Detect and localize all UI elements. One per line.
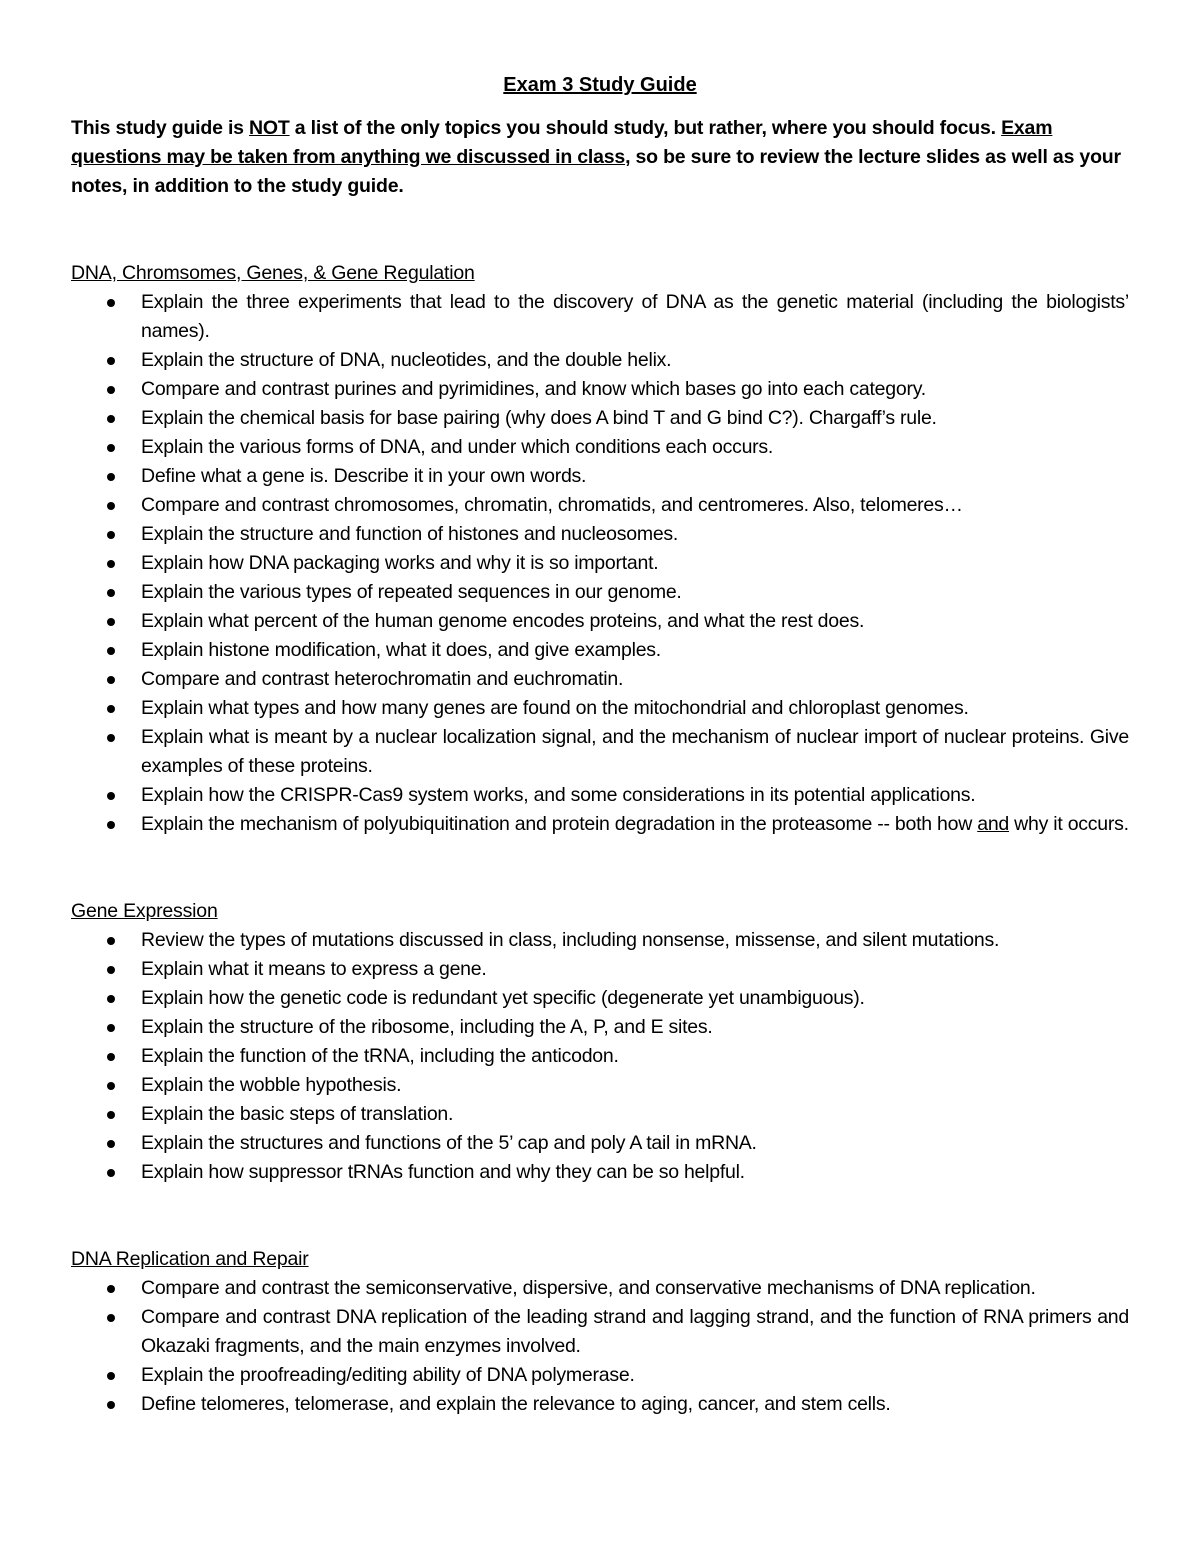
list-item-text: Explain what it means to express a gene. xyxy=(141,958,487,980)
bullet-icon xyxy=(107,444,115,452)
bullet-list xyxy=(71,926,1129,1187)
bullet-icon xyxy=(107,386,115,394)
list-item xyxy=(71,375,1129,404)
list-item-text: Explain what is meant by a nuclear localization signal, and the mechanism of nuclear import of nuclear proteins. Give examples of these proteins. xyxy=(141,726,1129,777)
list-item-text: Explain how DNA packaging works and why it is so important. xyxy=(141,552,659,574)
list-item-text: Compare and contrast heterochromatin and euchromatin. xyxy=(141,668,624,690)
bullet-icon xyxy=(107,1111,115,1119)
list-item xyxy=(71,404,1129,433)
list-item xyxy=(71,1361,1129,1390)
list-item xyxy=(71,1013,1129,1042)
bullet-icon xyxy=(107,1314,115,1322)
list-item xyxy=(71,723,1129,781)
document-title: Exam 3 Study Guide xyxy=(503,74,697,96)
list-item-underlined-text: and xyxy=(977,813,1010,835)
list-item-text: Explain the proofreading/editing ability of DNA polymerase. xyxy=(141,1364,635,1386)
bullet-icon xyxy=(107,1169,115,1177)
bullet-icon xyxy=(107,589,115,597)
list-item-text: Explain the three experiments that lead to the discovery of DNA as the genetic material (including the biologists’ names). xyxy=(141,291,1129,342)
bullet-icon xyxy=(107,937,115,945)
bullet-icon xyxy=(107,734,115,742)
list-item-text: Explain the wobble hypothesis. xyxy=(141,1074,402,1096)
section-dna-replication xyxy=(71,1245,1129,1419)
list-item-text: Explain how suppressor tRNAs function and why they can be so helpful. xyxy=(141,1161,745,1183)
list-item-text: Compare and contrast DNA replication of the leading strand and lagging strand, and the function of RNA primers and Okazaki fragments, and the main enzymes involved. xyxy=(141,1306,1129,1357)
list-item xyxy=(71,549,1129,578)
list-item xyxy=(71,520,1129,549)
bullet-icon xyxy=(107,821,115,829)
bullet-icon xyxy=(107,1082,115,1090)
bullet-icon xyxy=(107,647,115,655)
section-gene-expression xyxy=(71,897,1129,1187)
intro-not-emphasis: NOT xyxy=(249,117,290,139)
list-item xyxy=(71,1129,1129,1158)
list-item xyxy=(71,578,1129,607)
bullet-icon xyxy=(107,705,115,713)
list-item-text: Explain how the genetic code is redundant yet specific (degenerate yet unambiguous). xyxy=(141,987,865,1009)
list-item-text: Compare and contrast chromosomes, chromatin, chromatids, and centromeres. Also, telomeres… xyxy=(141,494,963,516)
document-page xyxy=(71,70,1129,1419)
list-item xyxy=(71,1042,1129,1071)
list-item xyxy=(71,1100,1129,1129)
list-item xyxy=(71,781,1129,810)
list-item xyxy=(71,346,1129,375)
bullet-icon xyxy=(107,1372,115,1380)
intro-underlined-statement: Exam questions may be taken from anything we discussed in class xyxy=(71,117,1053,168)
bullet-list xyxy=(71,1274,1129,1419)
section-heading: Gene Expression xyxy=(71,900,218,922)
bullet-icon xyxy=(107,531,115,539)
list-item xyxy=(71,1158,1129,1187)
bullet-icon xyxy=(107,299,115,307)
list-item-text: Explain the chemical basis for base pairing (why does A bind T and G bind C?). Chargaff’s rule. xyxy=(141,407,937,429)
list-item xyxy=(71,1274,1129,1303)
bullet-icon xyxy=(107,1140,115,1148)
list-item-text: Explain what types and how many genes are found on the mitochondrial and chloroplast genomes. xyxy=(141,697,969,719)
bullet-icon xyxy=(107,473,115,481)
list-item-text: Explain the mechanism of polyubiquitination and protein degradation in the proteasome -- both how xyxy=(141,813,978,835)
intro-paragraph xyxy=(71,114,1129,201)
list-item-text: why it occurs. xyxy=(1009,813,1129,835)
list-item-text: Explain how the CRISPR-Cas9 system works, and some considerations in its potential applications. xyxy=(141,784,976,806)
list-item xyxy=(71,491,1129,520)
section-dna-chromosomes xyxy=(71,259,1129,839)
list-item-text: Explain the basic steps of translation. xyxy=(141,1103,454,1125)
bullet-icon xyxy=(107,1053,115,1061)
list-item-text: Explain the structure and function of histones and nucleosomes. xyxy=(141,523,679,545)
bullet-icon xyxy=(107,1024,115,1032)
list-item xyxy=(71,462,1129,491)
bullet-icon xyxy=(107,560,115,568)
list-item xyxy=(71,810,1129,839)
list-item-text: Define what a gene is. Describe it in your own words. xyxy=(141,465,587,487)
list-item-text: Review the types of mutations discussed in class, including nonsense, missense, and silent mutations. xyxy=(141,929,1000,951)
list-item-text: Compare and contrast purines and pyrimidines, and know which bases go into each category. xyxy=(141,378,926,400)
list-item xyxy=(71,433,1129,462)
list-item-text: Explain the structure of DNA, nucleotides, and the double helix. xyxy=(141,349,672,371)
section-heading: DNA Replication and Repair xyxy=(71,1248,309,1270)
list-item xyxy=(71,665,1129,694)
intro-text-2: a list of the only topics you should study, but rather, where you should focus. xyxy=(289,117,1002,139)
list-item xyxy=(71,955,1129,984)
bullet-icon xyxy=(107,1285,115,1293)
bullet-icon xyxy=(107,415,115,423)
bullet-icon xyxy=(107,792,115,800)
bullet-icon xyxy=(107,357,115,365)
list-item-text: Explain histone modification, what it does, and give examples. xyxy=(141,639,661,661)
list-item xyxy=(71,694,1129,723)
list-item-text: Explain the various types of repeated sequences in our genome. xyxy=(141,581,682,603)
bullet-icon xyxy=(107,502,115,510)
bullet-icon xyxy=(107,995,115,1003)
list-item xyxy=(71,1390,1129,1419)
bullet-list xyxy=(71,288,1129,839)
list-item xyxy=(71,984,1129,1013)
list-item-text: Explain what percent of the human genome encodes proteins, and what the rest does. xyxy=(141,610,865,632)
intro-text-1: This study guide is xyxy=(71,117,250,139)
bullet-icon xyxy=(107,618,115,626)
list-item xyxy=(71,926,1129,955)
intro-text-3: , so be sure to review the lecture slides as well as your notes, in addition to the study guide. xyxy=(71,146,1121,197)
list-item xyxy=(71,636,1129,665)
bullet-icon xyxy=(107,1401,115,1409)
list-item-text: Explain the structures and functions of the 5’ cap and poly A tail in mRNA. xyxy=(141,1132,757,1154)
list-item-text: Compare and contrast the semiconservative, dispersive, and conservative mechanisms of DNA replication. xyxy=(141,1277,1036,1299)
list-item xyxy=(71,288,1129,346)
list-item-text: Define telomeres, telomerase, and explain the relevance to aging, cancer, and stem cells. xyxy=(141,1393,891,1415)
bullet-icon xyxy=(107,676,115,684)
bullet-icon xyxy=(107,966,115,974)
list-item xyxy=(71,1071,1129,1100)
section-heading: DNA, Chromsomes, Genes, & Gene Regulation xyxy=(71,262,475,284)
list-item xyxy=(71,1303,1129,1361)
list-item-text: Explain the function of the tRNA, including the anticodon. xyxy=(141,1045,619,1067)
list-item-text: Explain the structure of the ribosome, including the A, P, and E sites. xyxy=(141,1016,713,1038)
list-item-text: Explain the various forms of DNA, and under which conditions each occurs. xyxy=(141,436,774,458)
list-item xyxy=(71,607,1129,636)
